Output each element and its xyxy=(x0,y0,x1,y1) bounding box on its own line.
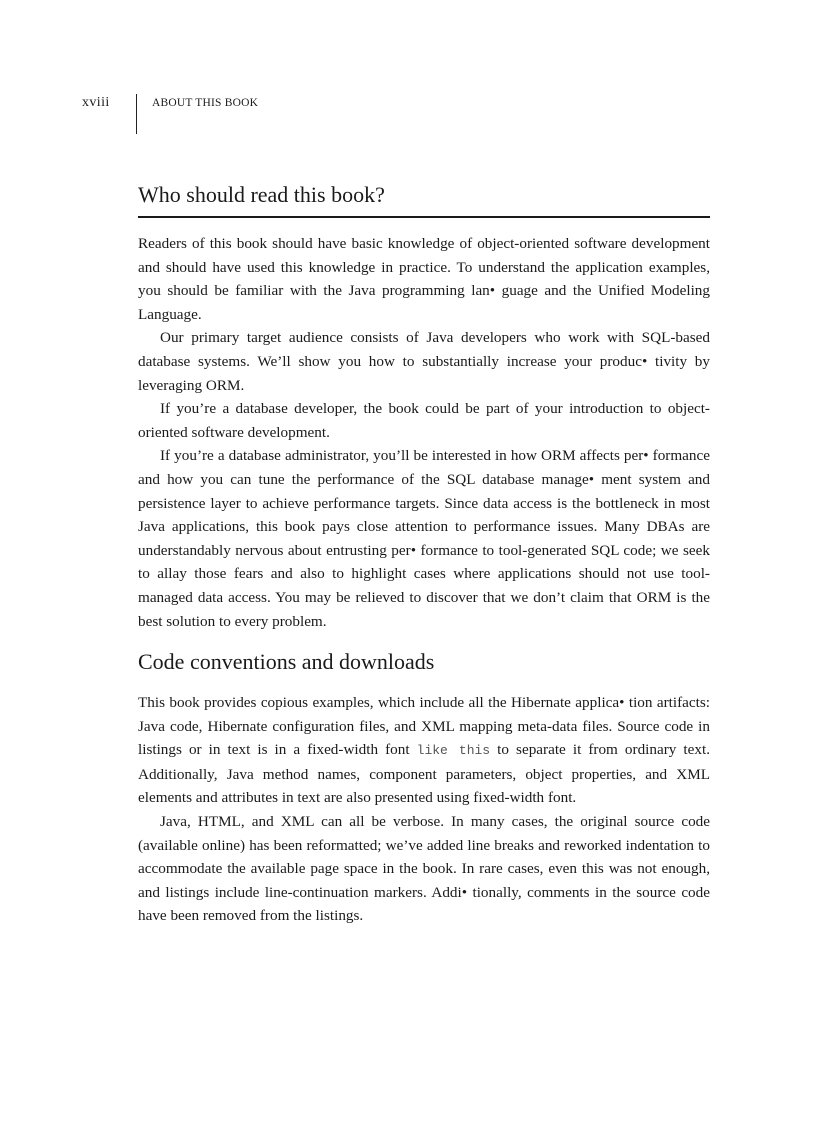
paragraph: Our primary target audience consists of Java developers who work with SQL-based database systems. We’ll show you how to substantially increase your produc• tivity by leveraging ORM. xyxy=(138,329,710,394)
section-who-should-read xyxy=(138,180,710,633)
running-head xyxy=(82,94,722,136)
paragraph-text: to separate it from ordinary text. Additionally, Java method names, component parameters, object properties, and XML elements and attributes in text are also presented using fixed-width font. xyxy=(138,741,710,807)
paragraph: Readers of this book should have basic knowledge of object-oriented software development and should have used this knowledge in practice. To understand the application examples, you should be familiar with the Java programming lan• guage and the Unified Modeling Language. xyxy=(138,235,710,323)
page-content xyxy=(138,180,710,928)
section-heading-who-should-read: Who should read this book? xyxy=(138,180,710,218)
header-divider xyxy=(136,94,137,134)
paragraph-text: This book provides copious examples, which include all the Hibernate applica• tion artifacts: Java code, Hibernate configuration files, and XML mapping meta-data files. Source code in listings or in text is in a fixed-width font xyxy=(138,694,710,759)
page-number: xviii xyxy=(82,95,110,110)
section-code-conventions xyxy=(138,647,710,928)
paragraph xyxy=(138,691,710,810)
inline-code-sample: like this xyxy=(416,743,491,759)
paragraph: If you’re a database developer, the book could be part of your introduction to object-oriented software development. xyxy=(138,400,710,441)
running-title: ABOUT THIS BOOK xyxy=(152,97,259,109)
paragraph: If you’re a database administrator, you’ll be interested in how ORM affects per• formance and how you can tune the performance of the SQL database manage• ment system and persistence layer to achieve performance targets. Since data access is the bottleneck in most Java applications, this book pays close attention to performance issues. Many DBAs are understandably nervous about entrusting per• formance to tool-generated SQL code; we seek to allay those fears and also to highlight cases where applications should not use tool-managed data access. You may be relieved to discover that we don’t claim that ORM is the best solution to every problem. xyxy=(138,447,710,630)
paragraph: Java, HTML, and XML can all be verbose. In many cases, the original source code (available online) has been reformatted; we’ve added line breaks and reworked indentation to accommodate the available page space in the book. In rare cases, even this was not enough, and listings include line-continuation markers. Addi• tionally, comments in the source code have been removed from the listings. xyxy=(138,813,710,925)
section-heading-code-conventions: Code conventions and downloads xyxy=(138,649,435,675)
